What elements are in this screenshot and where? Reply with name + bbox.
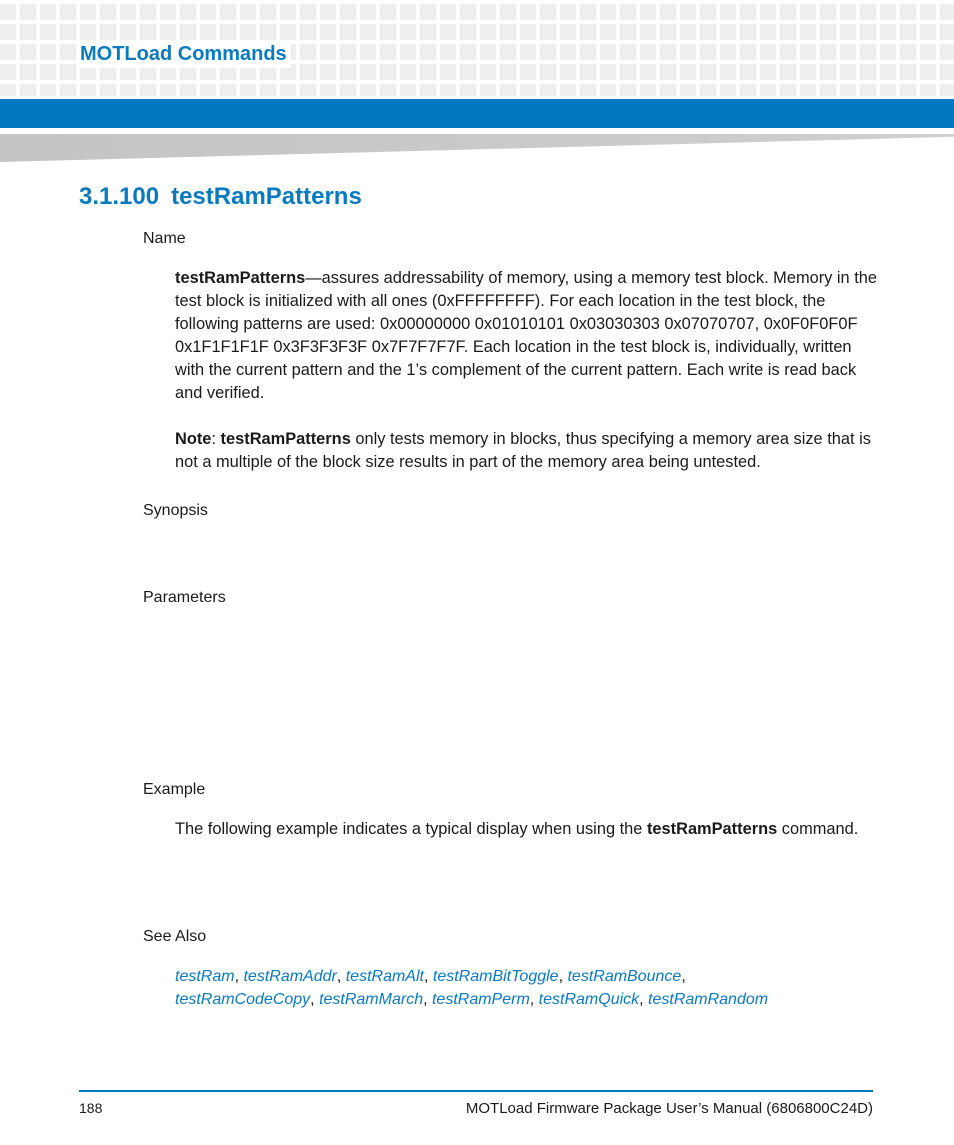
link-testramquick[interactable]: testRamQuick xyxy=(538,991,640,1008)
link-testramaddr[interactable]: testRamAddr xyxy=(243,968,337,985)
footer-document-title: MOTLoad Firmware Package User’s Manual (6806800C24D) xyxy=(465,1100,873,1117)
link-testrambittoggle[interactable]: testRamBitToggle xyxy=(432,968,559,985)
link-testramperm[interactable]: testRamPerm xyxy=(431,991,530,1008)
parameters-label: Parameters xyxy=(143,589,226,606)
section-number: 3.1.100 xyxy=(79,183,160,210)
synopsis-label: Synopsis xyxy=(143,502,208,519)
link-separator: , xyxy=(336,968,346,985)
note-paragraph xyxy=(175,428,880,474)
link-separator: , xyxy=(681,968,686,985)
link-testramcodecopy[interactable]: testRamCodeCopy xyxy=(175,991,311,1008)
note-command: testRamPatterns xyxy=(220,430,351,448)
link-separator: , xyxy=(423,968,433,985)
section-title: testRamPatterns xyxy=(171,183,362,210)
see-also-label: See Also xyxy=(143,928,207,945)
name-command: testRamPatterns xyxy=(175,269,306,287)
example-label: Example xyxy=(143,781,206,798)
link-separator: , xyxy=(558,968,568,985)
example-command: testRamPatterns xyxy=(646,820,778,838)
link-separator: , xyxy=(639,991,649,1008)
name-label: Name xyxy=(143,230,186,247)
example-text-after: command. xyxy=(777,820,859,838)
link-separator: , xyxy=(529,991,539,1008)
note-separator: : xyxy=(211,430,221,448)
link-testramalt[interactable]: testRamAlt xyxy=(345,968,424,985)
link-testramrandom[interactable]: testRamRandom xyxy=(648,991,769,1008)
page-number: 188 xyxy=(79,1100,103,1116)
note-text: only tests memory in blocks, thus specifying a memory area size that is not a multiple of the block size results in part of the memory area being untested. xyxy=(175,430,871,471)
example-paragraph xyxy=(175,818,880,841)
link-testram[interactable]: testRam xyxy=(175,968,235,985)
name-description xyxy=(175,267,880,405)
footer-rule xyxy=(79,1090,873,1092)
example-text-before: The following example indicates a typical display when using the xyxy=(175,820,647,838)
link-separator: , xyxy=(423,991,432,1008)
header-gray-wedge xyxy=(0,134,954,162)
chapter-title: MOTLoad Commands xyxy=(80,40,291,68)
note-label: Note xyxy=(175,430,212,448)
link-separator: , xyxy=(234,968,244,985)
link-separator: , xyxy=(310,991,320,1008)
section-heading xyxy=(79,183,362,211)
link-testrambounce[interactable]: testRamBounce xyxy=(567,968,682,985)
header-blue-bar xyxy=(0,99,954,128)
name-description-text: —assures addressability of memory, using a memory test block. Memory in the test block is initialized with all ones (0xFFFFFFFF). For each location in the test block, the following patterns are used: 0x00000000 0x01010101 0x03030303 0x07070707, 0x0F0F0F0F 0x1F1F1F1F 0x3F3F3F3F 0x7F7F7F7F. Each location in the test block is, individually, written with the current pattern and the 1’s complement of the current pattern. Each write is read back and verified. xyxy=(175,269,878,402)
link-testrammarch[interactable]: testRamMarch xyxy=(319,991,424,1008)
see-also-links xyxy=(175,965,880,1011)
